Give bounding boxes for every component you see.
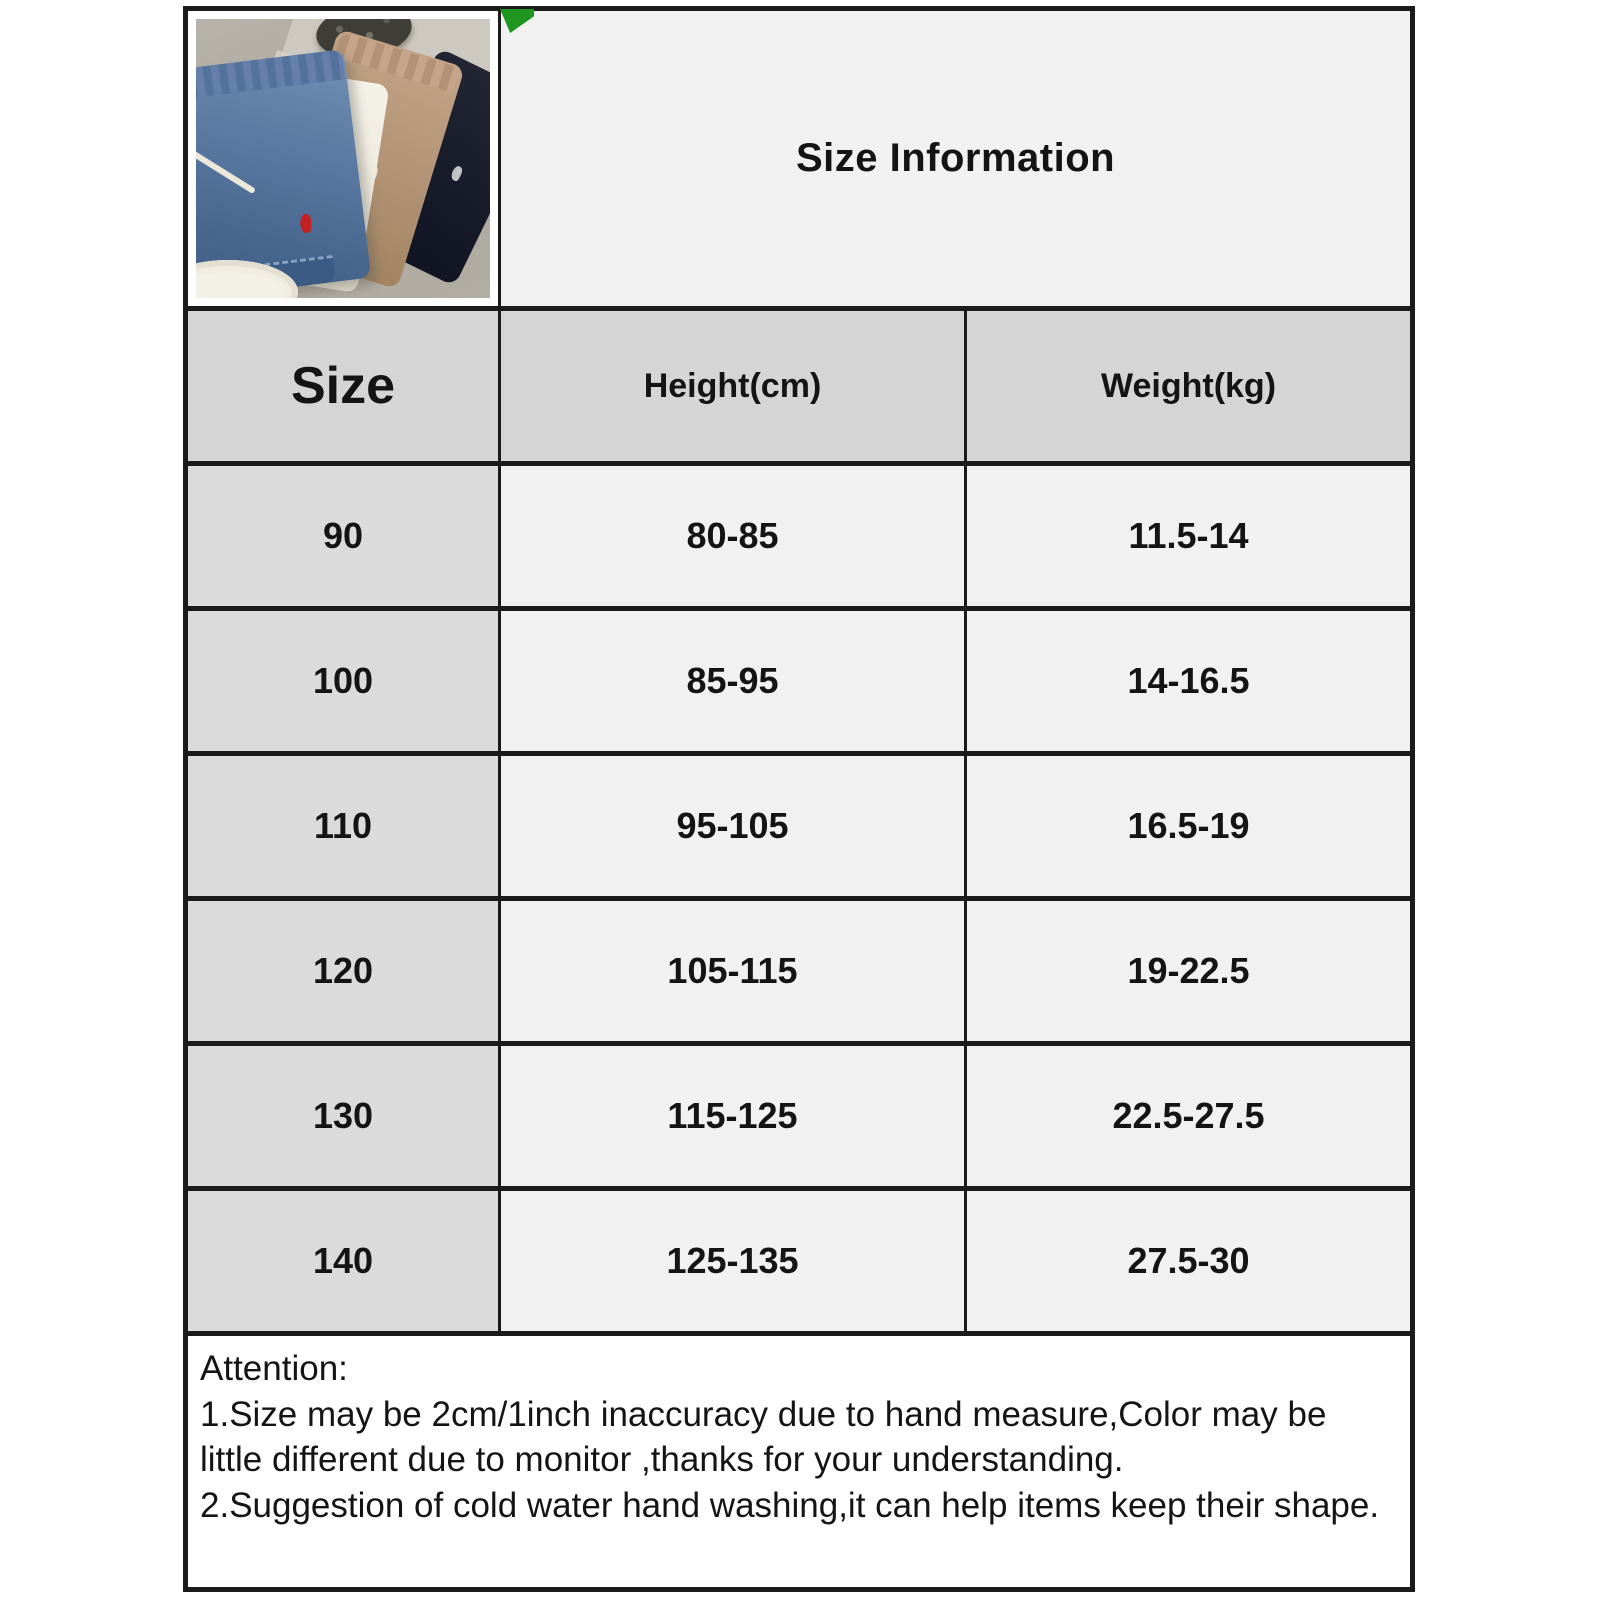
attention-note: 1.Size may be 2cm/1inch inaccuracy due to hand measure,Color may be little different due to monitor ,thanks for your understanding. xyxy=(200,1394,1327,1479)
size-information-table xyxy=(183,6,1415,1592)
height-cell: 105-115 xyxy=(500,899,966,1044)
size-cell: 120 xyxy=(186,899,500,1044)
size-cell: 100 xyxy=(186,609,500,754)
attention-note: 2.Suggestion of cold water hand washing,it can help items keep their shape. xyxy=(200,1485,1380,1525)
weight-cell: 19-22.5 xyxy=(966,899,1413,1044)
attention-heading: Attention: xyxy=(200,1349,348,1388)
height-cell: 115-125 xyxy=(500,1044,966,1189)
column-header-weight: Weight(kg) xyxy=(966,309,1413,464)
size-cell: 110 xyxy=(186,754,500,899)
height-cell: 85-95 xyxy=(500,609,966,754)
height-cell: 95-105 xyxy=(500,754,966,899)
product-photo xyxy=(196,19,490,298)
weight-cell: 22.5-27.5 xyxy=(966,1044,1413,1189)
page-title: Size Information xyxy=(795,136,1116,180)
height-cell: 125-135 xyxy=(500,1189,966,1334)
weight-cell: 11.5-14 xyxy=(966,464,1413,609)
title-cell xyxy=(500,9,1413,309)
photo-title-row xyxy=(186,9,1413,309)
green-corner-triangle-icon xyxy=(500,9,534,33)
weight-cell: 14-16.5 xyxy=(966,609,1413,754)
table-header-row xyxy=(186,309,1413,464)
table-row xyxy=(186,754,1413,899)
column-header-height: Height(cm) xyxy=(500,309,966,464)
attention-section xyxy=(186,1334,1413,1590)
size-cell: 130 xyxy=(186,1044,500,1189)
pony-logo-icon xyxy=(449,165,464,182)
pony-logo-icon xyxy=(300,214,311,233)
column-header-size: Size xyxy=(186,309,500,464)
table-row xyxy=(186,609,1413,754)
weight-cell: 16.5-19 xyxy=(966,754,1413,899)
table-row xyxy=(186,1044,1413,1189)
denim-waistband xyxy=(196,49,345,100)
table-row xyxy=(186,464,1413,609)
table-row xyxy=(186,899,1413,1044)
attention-row xyxy=(186,1334,1413,1590)
size-cell: 90 xyxy=(186,464,500,609)
size-cell: 140 xyxy=(186,1189,500,1334)
product-photo-cell xyxy=(186,9,500,309)
table-row xyxy=(186,1189,1413,1334)
height-cell: 80-85 xyxy=(500,464,966,609)
weight-cell: 27.5-30 xyxy=(966,1189,1413,1334)
